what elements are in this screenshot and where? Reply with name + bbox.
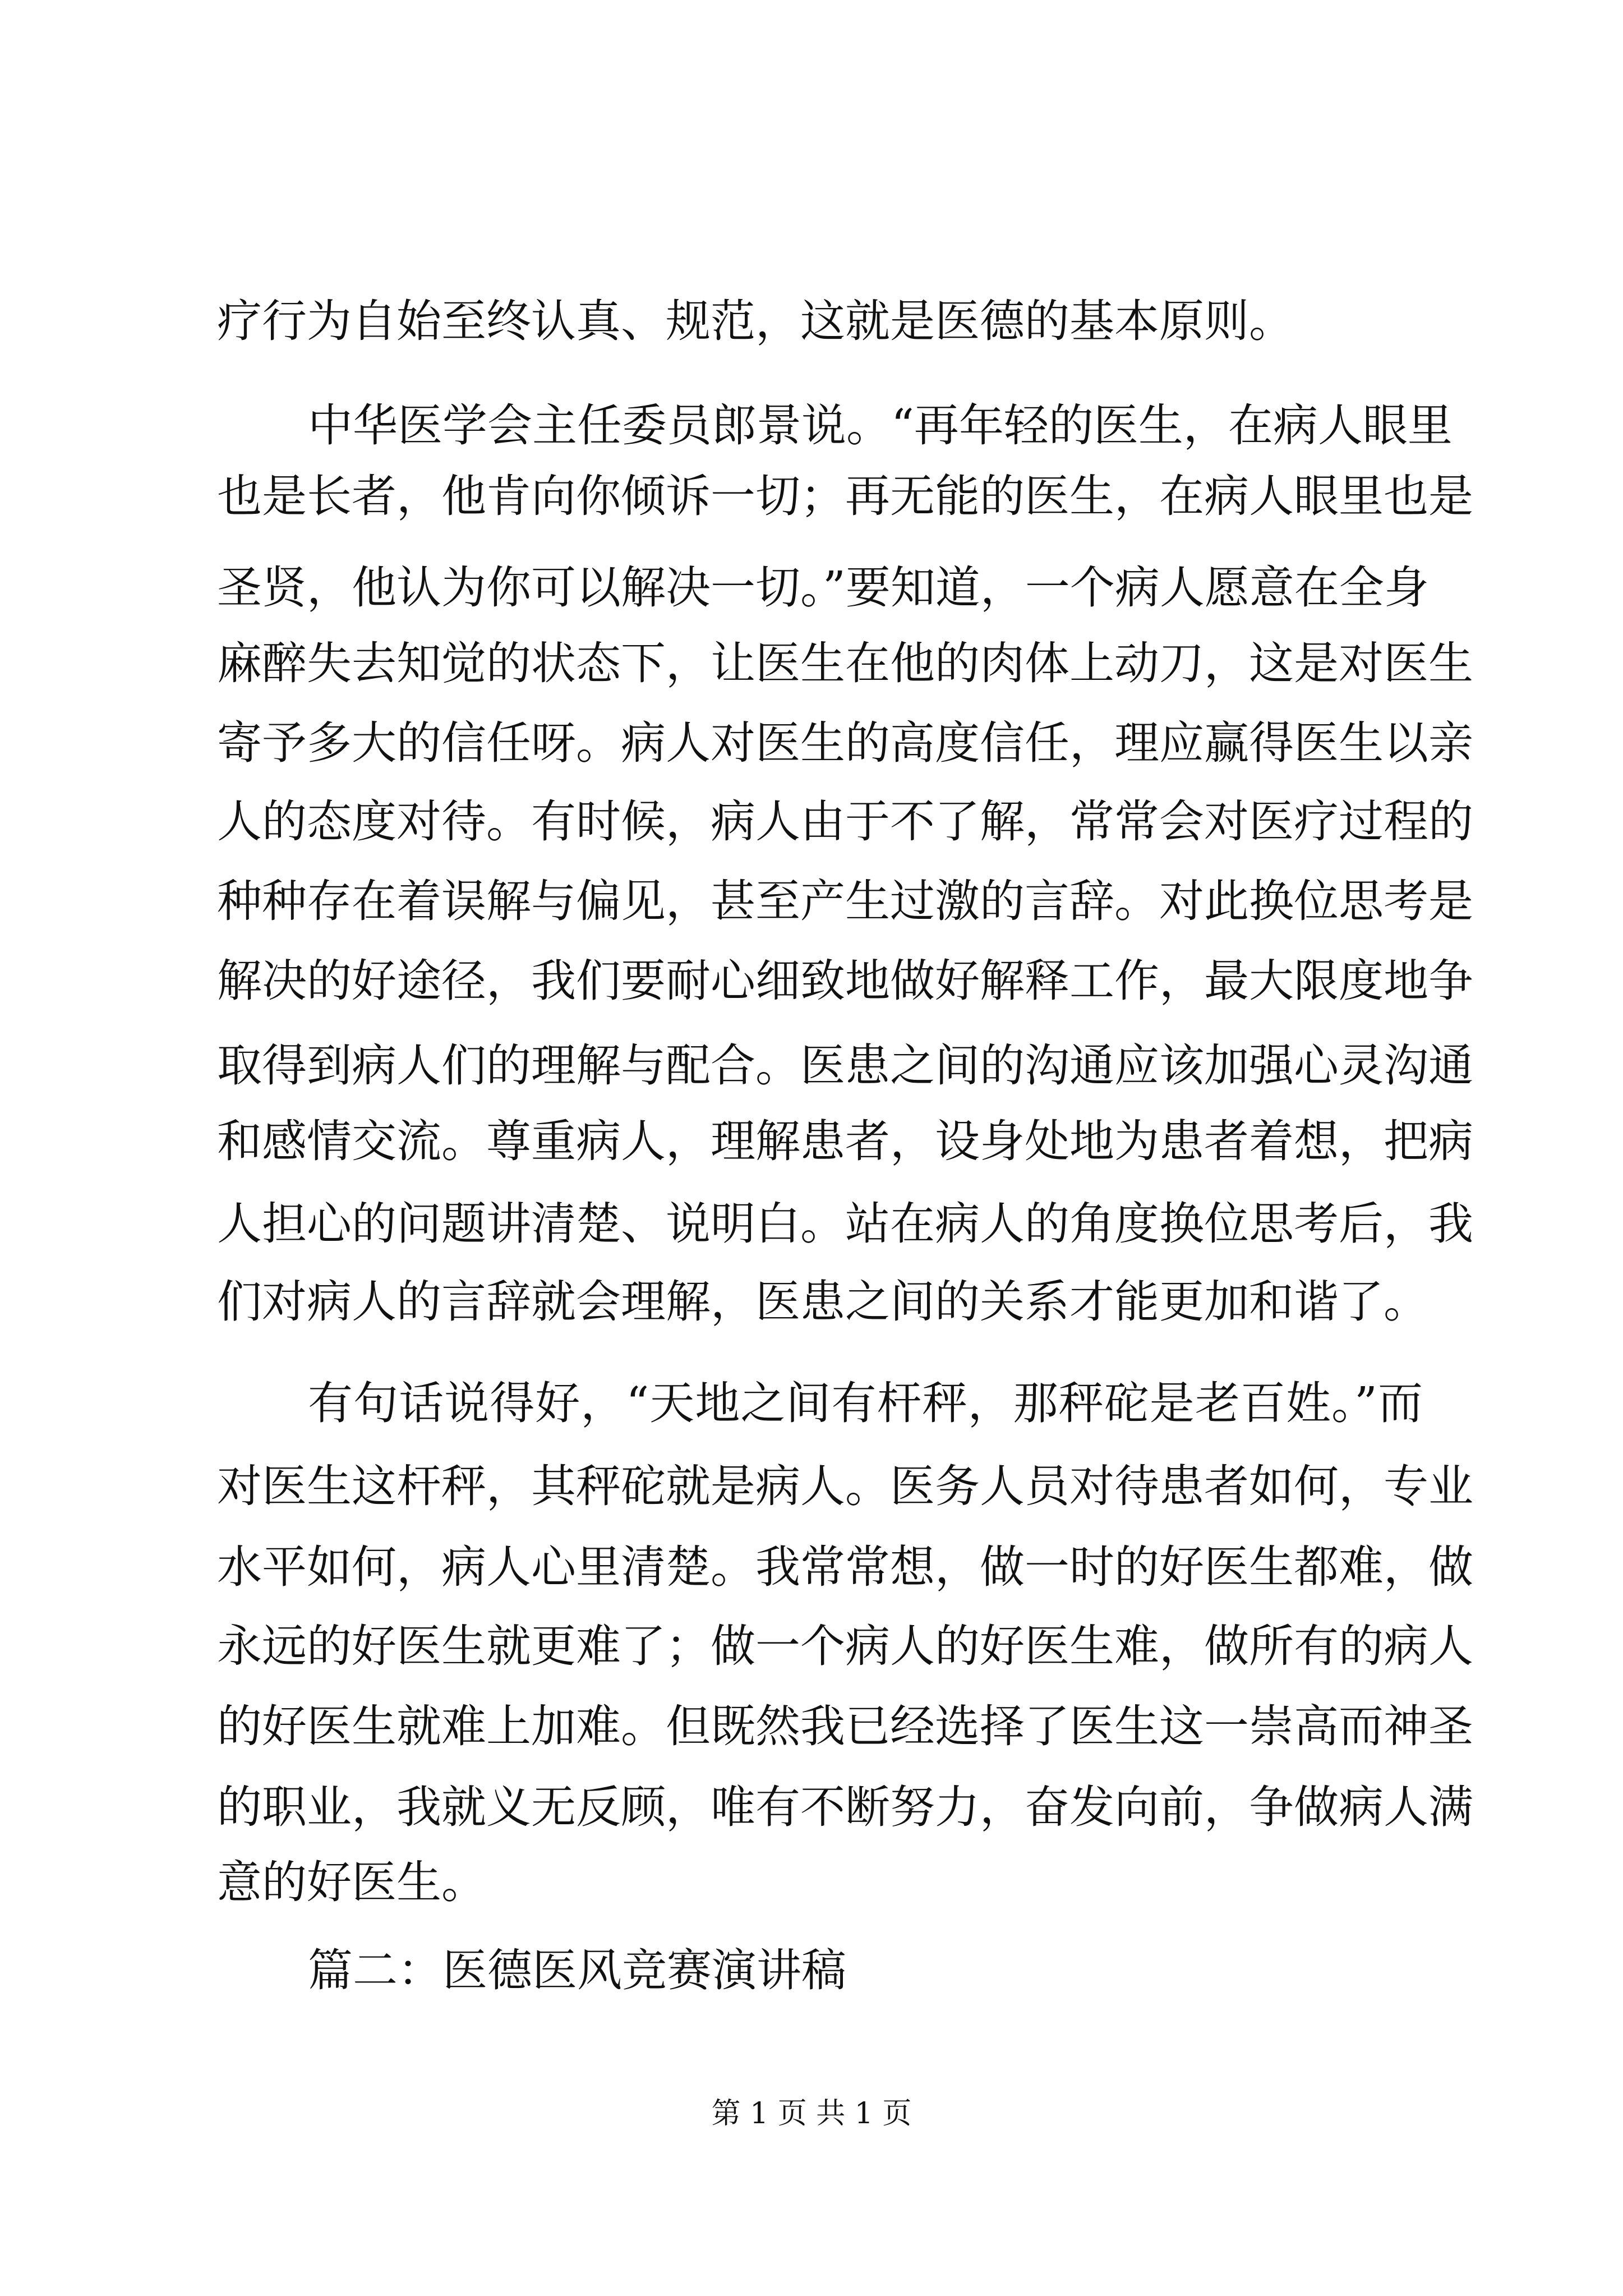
section-heading: 篇二：医德医风竞赛演讲稿 bbox=[308, 1944, 846, 1996]
paragraph-line: 水平如何，病人心里清楚。我常常想，做一时的好医生都难，做 bbox=[217, 1541, 1473, 1593]
paragraph-line: 种种存在着误解与偏见，甚至产生过激的言辞。对此换位思考是 bbox=[217, 875, 1473, 927]
paragraph-line: 有句话说得好，“天地之间有杆秤，那秤砣是老百姓。”而 bbox=[308, 1377, 1423, 1429]
paragraph-line: 解决的好途径，我们要耐心细致地做好解释工作，最大限度地争 bbox=[217, 955, 1473, 1007]
paragraph-line: 的职业，我就义无反顾，唯有不断努力，奋发向前，争做病人满 bbox=[217, 1781, 1473, 1833]
paragraph-line: 永远的好医生就更难了；做一个病人的好医生难，做所有的病人 bbox=[217, 1620, 1473, 1672]
page-footer: 第 1 页 共 1 页 bbox=[711, 2097, 912, 2131]
paragraph-line: 意的好医生。 bbox=[217, 1856, 486, 1908]
paragraph-line: 和感情交流。尊重病人，理解患者，设身处地为患者着想，把病 bbox=[217, 1115, 1473, 1167]
paragraph-line: 们对病人的言辞就会理解，医患之间的关系才能更加和谐了。 bbox=[217, 1276, 1428, 1328]
paragraph-line: 人担心的问题讲清楚、说明白。站在病人的角度换位思考后，我 bbox=[217, 1198, 1473, 1250]
paragraph-line: 的好医生就难上加难。但既然我已经选择了医生这一崇高而神圣 bbox=[217, 1700, 1473, 1752]
paragraph-line: 麻醉失去知觉的状态下，让医生在他的肉体上动刀，这是对医生 bbox=[217, 637, 1473, 689]
paragraph-line: 也是长者，他肯向你倾诉一切；再无能的医生，在病人眼里也是 bbox=[217, 470, 1473, 522]
paragraph-line: 疗行为自始至终认真、规范，这就是医德的基本原则。 bbox=[217, 295, 1294, 347]
paragraph-line: 中华医学会主任委员郎景说。“再年轻的医生，在病人眼里 bbox=[308, 399, 1453, 452]
paragraph-line: 对医生这杆秤，其秤砣就是病人。医务人员对待患者如何，专业 bbox=[217, 1460, 1473, 1512]
paragraph-line: 寄予多大的信任呀。病人对医生的高度信任，理应赢得医生以亲 bbox=[217, 717, 1473, 769]
paragraph-line: 人的态度对待。有时候，病人由于不了解，常常会对医疗过程的 bbox=[217, 795, 1473, 848]
paragraph-line: 圣贤，他认为你可以解决一切。”要知道，一个病人愿意在全身 bbox=[217, 562, 1429, 614]
paragraph-line: 取得到病人们的理解与配合。医患之间的沟通应该加强心灵沟通 bbox=[217, 1039, 1473, 1092]
